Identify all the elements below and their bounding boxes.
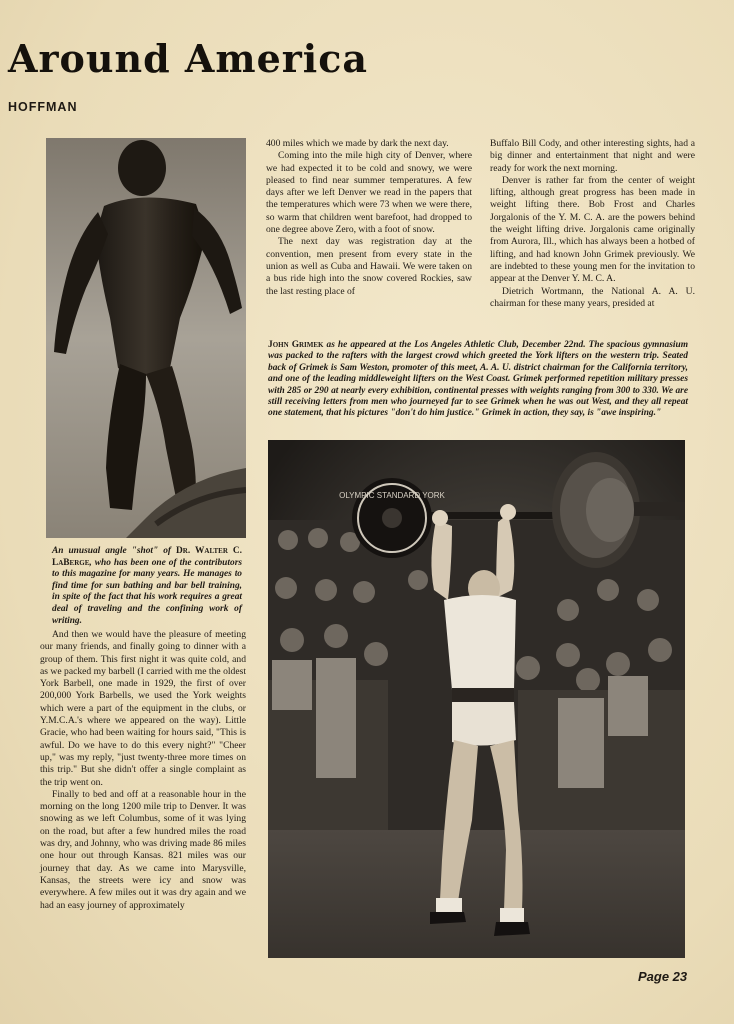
laberge-photo — [46, 138, 246, 538]
caption-text: as he appeared at the Los Angeles Athletic Club, December 22nd. The spacious gymnasium was packed to the rafters with the largest crowd which greeted the York lifters on the western trip. Seated back of Grimek is Sam Weston, promoter of this meet, A. A. U. district chairman for the California territory, and one of the leading middleweight lifters on the West Coast. Grimek performed repetition military presses with 285 or 290 at nearly every exhibition, continental presses with weights ranging from 300 to 330. We are still receiving letters from men who journeyed far to see Grimek when he was out West, and they all repeat one statement, that his pictures "don't do him justice." Grimek in action, they say, is "awe inspiring." — [268, 340, 688, 419]
grimek-scene — [268, 440, 685, 958]
paragraph: And then we would have the pleasure of meeting our many friends, and finally going to dinner with a group of them. This first night it was quite cold, and as we packed my barbell (I carried with me the oldest York Barbell, one made in 1929, the first of over 200,000 York Barbells, we used the York weights which were a part of the equipment in the clubs, or Y.M.C.A.'s where we appeared on the way). Little Gracie, who had been waiting for hours said, "This is awful. Do we have to do this every night?" "Cheer up," was my reply, "just twenty-three more times on this trip." But she didn't offer a single complaint as the trip went on. — [40, 629, 246, 788]
caption-lead: An unusual angle "shot" of — [52, 546, 177, 556]
laberge-figure — [46, 138, 246, 538]
page-title: Around America — [8, 36, 368, 81]
caption-text: , who has been one of the contributors to this magazine for many years. He manages to find time for sun bathing and bar bell training, in spite of the fact that his work requires a great deal of traveling and the confining work of writing. — [52, 557, 242, 626]
caption-name: John Grimek — [268, 340, 324, 350]
article-column-2 — [266, 138, 472, 298]
paragraph: 400 miles which we made by dark the next day. — [266, 138, 449, 149]
grimek-caption — [268, 340, 688, 420]
caption-name: Dr. Walter C. LaBerge — [52, 546, 242, 568]
paragraph: Coming into the mile high city of Denver, where we had expected it to be cold and snowy, we were pleased to find near summer temperatures. A few days after we left Denver we read in the papers that the temperatures which were 73 when we were there, so warm that children went barefoot, had dropped to one degree above Zero, with a foot of snow. — [266, 150, 472, 236]
laberge-caption — [52, 546, 242, 627]
paragraph: The next day was registration day at the convention, men present from every state in the union as well as Cuba and Hawaii. We were taken on a bus ride high into the snow covered Rockies, saw the last resting place of — [266, 236, 472, 297]
paragraph: Denver is rather far from the center of weight lifting, although great progress has been made in weight lifting there. Bob Frost and Charles Jorgalonis of the Y. M. C. A. are the powers behind the weight lifting drive. Jorgalonis came originally from Aurora, Ill., which has always been a hotbed of lifting, and had known John Grimek previously. We are indebted to these young men for the invitation to appear at the Denver Y. M. C. A. — [490, 174, 695, 285]
paragraph: Finally to bed and off at a reasonable hour in the morning on the long 1200 mile trip to Denver. It was snowing as we left Columbus, some of it was lying on the road, but after a few hundred miles the road was dry, and Johnny, who was driving made 86 miles one hour out through Kansas. 821 miles was our journey that day. As we came into Marysville, Kansas, the streets were icy and snow was everywhere. A few miles out it was dry again and we had an easy journey of approximately — [40, 788, 246, 911]
left-plate — [352, 478, 432, 558]
paragraph: Dietrich Wortmann, the National A. A. U. chairman for these many years, presided at — [490, 285, 695, 309]
paragraph: Buffalo Bill Cody, and other interesting sights, had a big dinner and entertainment that night and were ready for work the next morning. — [490, 138, 695, 174]
article-column-3 — [490, 138, 695, 310]
plate-label: OLYMPIC STANDARD YORK — [339, 491, 445, 500]
author-byline: HOFFMAN — [8, 100, 78, 114]
page-number: Page 23 — [638, 969, 688, 984]
grimek-lifting-photo — [268, 440, 685, 958]
article-column-1 — [40, 629, 246, 912]
